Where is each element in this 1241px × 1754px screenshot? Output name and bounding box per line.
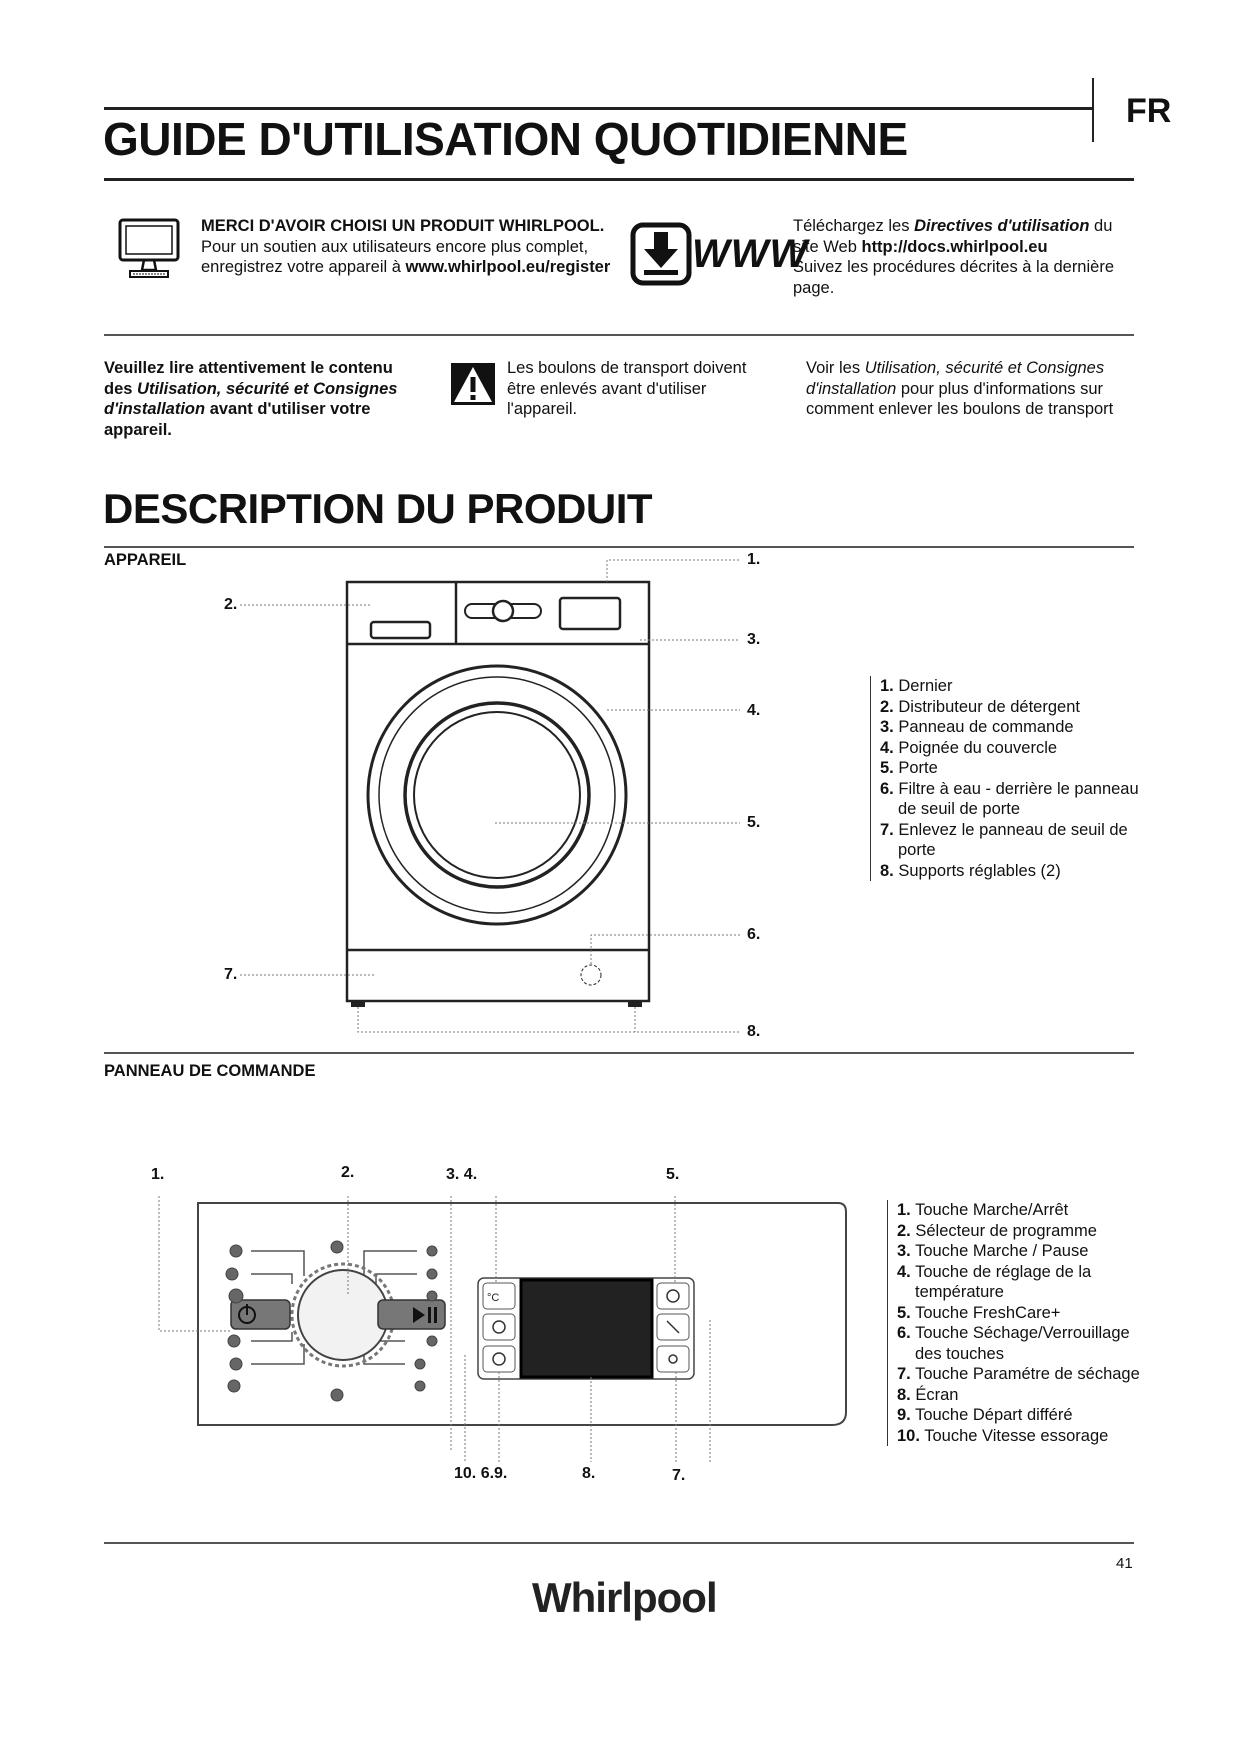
appliance-callout-2: 2. bbox=[224, 596, 238, 613]
see-2-it: d'installation bbox=[806, 379, 897, 398]
appliance-label: APPAREIL bbox=[104, 551, 187, 569]
read-line4: appareil. bbox=[104, 420, 172, 439]
legend-text: Sélecteur de programme bbox=[915, 1221, 1097, 1240]
panel-callout-3-4: 3. 4. bbox=[446, 1166, 478, 1183]
legend-number: 6. bbox=[880, 779, 894, 798]
register-link[interactable]: www.whirlpool.eu/register bbox=[405, 258, 611, 276]
see-line3: comment enlever les boulons de transport bbox=[806, 400, 1114, 418]
dl-post: du bbox=[1089, 217, 1113, 235]
legend-number: 3. bbox=[880, 718, 894, 736]
panel-legend-item bbox=[897, 1364, 1147, 1385]
panel-callout-7: 7. bbox=[672, 1467, 686, 1484]
legend-number: 9. bbox=[897, 1406, 911, 1424]
legend-number: 7. bbox=[880, 820, 894, 839]
see-2-post: pour plus d'informations sur bbox=[896, 379, 1104, 398]
legend-text: Dernier bbox=[898, 677, 953, 695]
legend-text: Touche Paramétre de séchage bbox=[915, 1365, 1140, 1383]
appliance-callout-5: 5. bbox=[747, 814, 761, 831]
bolts-line2: être enlevés avant d'utiliser bbox=[507, 379, 707, 398]
read-3-post: avant d'utiliser votre bbox=[205, 400, 371, 418]
read-3-it: d'installation bbox=[104, 400, 206, 418]
panel-legend-item bbox=[897, 1262, 1147, 1303]
bolts-line3: l'appareil. bbox=[507, 400, 578, 418]
thanks-line2-text: enregistrez votre appareil à bbox=[201, 258, 406, 276]
legend-text: Touche Marche/Arrêt bbox=[915, 1201, 1069, 1219]
legend-number: 7. bbox=[897, 1365, 911, 1383]
legend-text: Touche Séchage/Verrouillage des touches bbox=[915, 1324, 1130, 1363]
legend-text: Enlevez le panneau de seuil de porte bbox=[898, 820, 1128, 859]
legend-number: 1. bbox=[880, 677, 894, 695]
panel-legend-item bbox=[897, 1221, 1147, 1242]
panel-legend-item bbox=[897, 1426, 1147, 1447]
page-title: GUIDE D'UTILISATION QUOTIDIENNE bbox=[103, 113, 908, 165]
legend-number: 4. bbox=[897, 1262, 911, 1281]
see-1-it: Utilisation, sécurité et Consignes bbox=[864, 359, 1105, 377]
read-line1: Veuillez lire attentivement le contenu bbox=[104, 359, 393, 377]
legend-text: Panneau de commande bbox=[898, 718, 1074, 736]
legend-text: Poignée du couvercle bbox=[898, 738, 1058, 757]
legend-text: Distributeur de détergent bbox=[898, 697, 1080, 716]
legend-number: 1. bbox=[897, 1201, 911, 1219]
legend-text: Filtre à eau - derrière le panneau de seuil de porte bbox=[898, 779, 1139, 818]
dl-italic: Directives d'utilisation bbox=[914, 217, 1090, 235]
docs-link[interactable]: http://docs.whirlpool.eu bbox=[861, 237, 1048, 256]
appliance-callout-4: 4. bbox=[747, 702, 761, 719]
legend-text: Touche FreshCare+ bbox=[915, 1303, 1061, 1322]
bolts-line1: Les boulons de transport doivent bbox=[507, 359, 747, 377]
panel-callout-5: 5. bbox=[666, 1166, 680, 1183]
panel-legend-item bbox=[897, 1200, 1147, 1221]
panel-callout-8: 8. bbox=[582, 1465, 596, 1482]
panel-legend-item bbox=[897, 1303, 1147, 1324]
panel-legend-item bbox=[897, 1323, 1147, 1364]
footer-rule bbox=[104, 1542, 1134, 1544]
legend-number: 4. bbox=[880, 738, 894, 757]
appliance-callout-1: 1. bbox=[747, 551, 761, 568]
see-1-pre: Voir les bbox=[806, 359, 865, 377]
read-2-it: Utilisation, sécurité et Consignes bbox=[137, 379, 398, 398]
legend-text: Touche Marche / Pause bbox=[915, 1242, 1089, 1260]
thanks-title: MERCI D'AVOIR CHOISI UN PRODUIT WHIRLPOOL. bbox=[201, 217, 605, 235]
section-title: DESCRIPTION DU PRODUIT bbox=[103, 485, 653, 532]
dl-line3: Suivez les procédures décrites à la dernière bbox=[793, 258, 1115, 276]
legend-number: 8. bbox=[880, 861, 894, 880]
legend-text: Touche de réglage de la température bbox=[915, 1262, 1092, 1301]
panel-label: PANNEAU DE COMMANDE bbox=[104, 1062, 316, 1080]
legend-text: Touche Vitesse essorage bbox=[924, 1426, 1109, 1445]
language-code: FR bbox=[1126, 92, 1172, 130]
panel-legend-item bbox=[897, 1405, 1147, 1426]
thanks-line1: Pour un soutien aux utilisateurs encore plus complet, bbox=[201, 237, 589, 256]
appliance-callout-7: 7. bbox=[224, 966, 238, 983]
legend-number: 3. bbox=[897, 1242, 911, 1260]
dl-site-pre: site Web bbox=[793, 237, 862, 256]
panel-legend-item bbox=[897, 1241, 1147, 1262]
page-number: 41 bbox=[1116, 1555, 1133, 1572]
legend-text: Porte bbox=[898, 759, 938, 777]
panel-legend-item bbox=[897, 1385, 1147, 1406]
legend-number: 10. bbox=[897, 1426, 920, 1445]
legend-text: Supports réglables (2) bbox=[898, 861, 1061, 880]
legend-text: Touche Départ différé bbox=[915, 1406, 1073, 1424]
panel-callout-1: 1. bbox=[151, 1166, 165, 1183]
legend-number: 5. bbox=[880, 759, 894, 777]
temp-label: °C bbox=[487, 1292, 500, 1304]
read-2-pre: des bbox=[104, 379, 138, 398]
legend-number: 2. bbox=[880, 697, 894, 716]
legend-number: 8. bbox=[897, 1385, 911, 1404]
panel-callout-10-6-9: 10. 6.9. bbox=[454, 1465, 508, 1482]
dl-line4: page. bbox=[793, 278, 835, 297]
legend-number: 6. bbox=[897, 1324, 911, 1342]
legend-text: Écran bbox=[915, 1385, 959, 1404]
legend-number: 5. bbox=[897, 1303, 911, 1322]
panel-callout-2: 2. bbox=[341, 1164, 355, 1181]
dl-pre: Téléchargez les bbox=[793, 217, 915, 235]
www-label: WWW bbox=[692, 232, 809, 276]
legend-number: 2. bbox=[897, 1221, 911, 1240]
appliance-callout-8: 8. bbox=[747, 1023, 761, 1040]
appliance-callout-6: 6. bbox=[747, 926, 761, 943]
appliance-callout-3: 3. bbox=[747, 631, 761, 648]
panel-legend bbox=[887, 1200, 1147, 1446]
whirlpool-logo: Whirlpool bbox=[532, 1574, 717, 1621]
